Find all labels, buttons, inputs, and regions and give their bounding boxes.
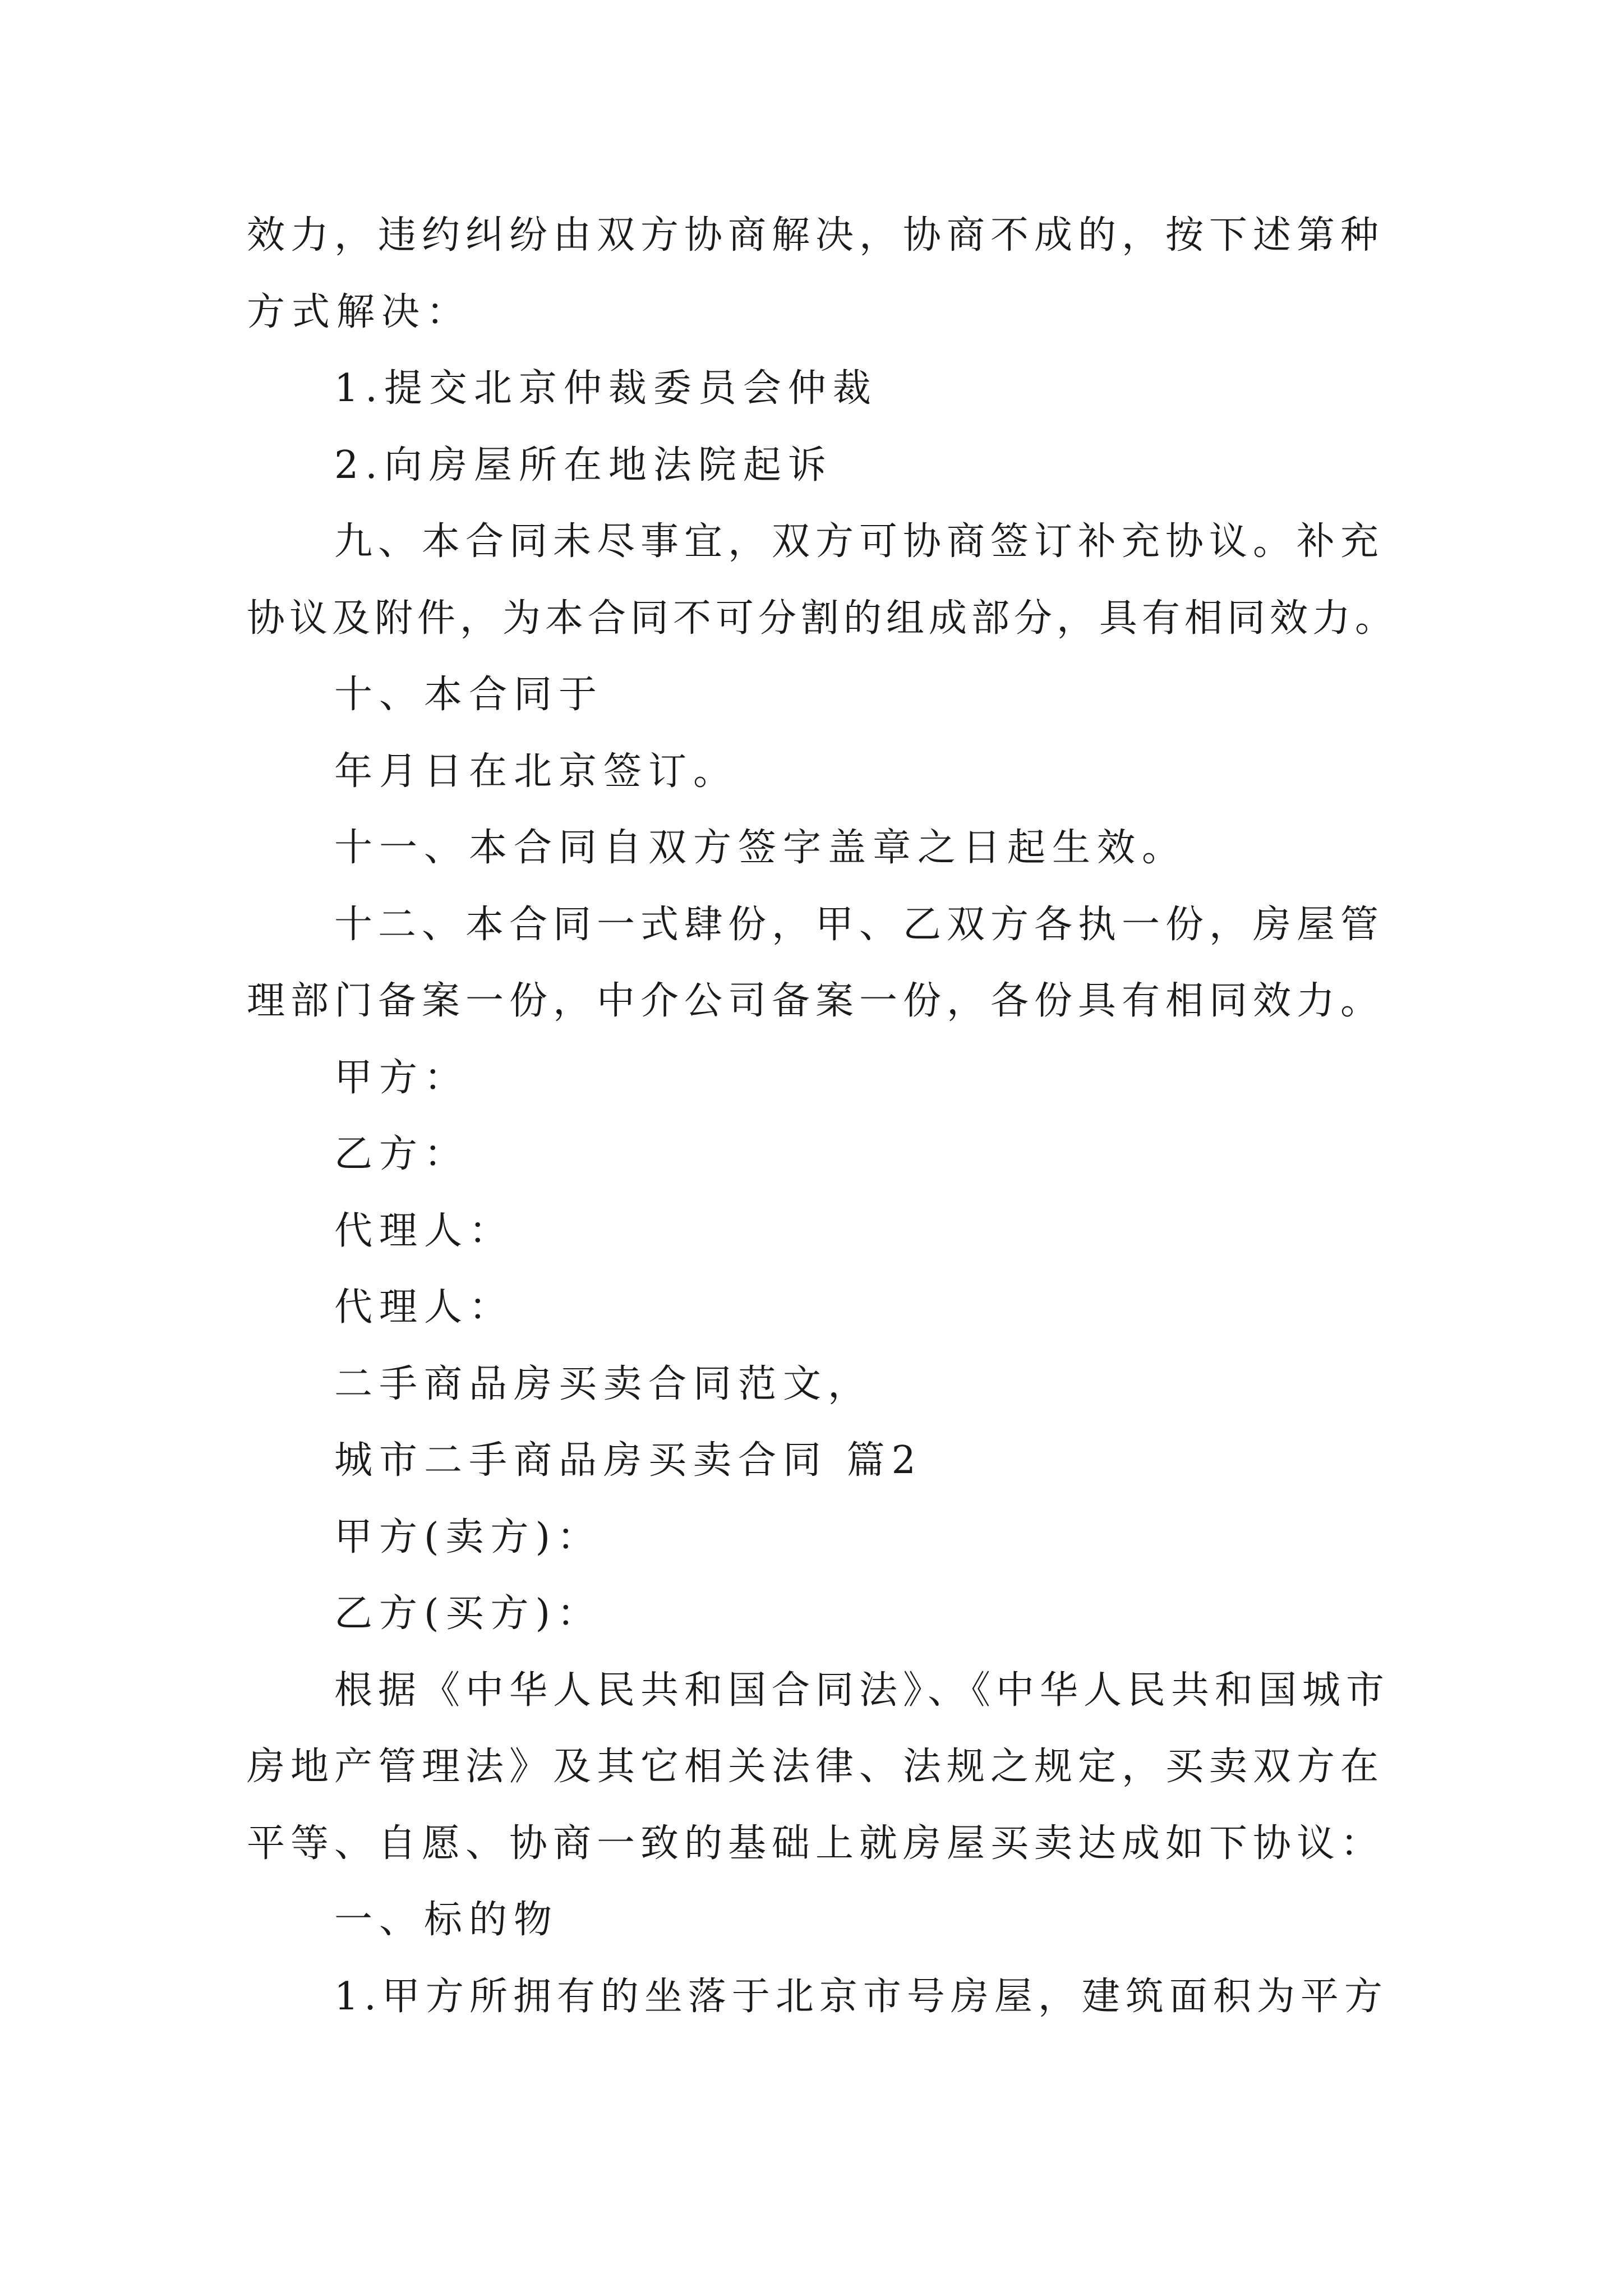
text-line: 乙方(买方)： [334,1591,602,1636]
text-line: 十一、本合同自双方签字盖章之日起生效。 [334,826,1187,870]
text-line: 1.提交北京仲裁委员会仲裁 [334,366,878,411]
text-line: 房地产管理法》及其它相关法律、法规之规定，买卖双方在 [247,1745,1385,1789]
text-line: 协议及附件，为本合同不可分割的组成部分，具有相同效力。 [247,596,1398,641]
text-line: 代理人： [334,1209,514,1253]
text-line: 二手商品房买卖合同范文， [334,1362,873,1406]
text-line: 根据《中华人民共和国合同法》、《中华人民共和国城市 [334,1668,1390,1713]
text-line: 乙方： [334,1132,469,1176]
text-line: 方式解决： [247,290,472,334]
text-line: 平等、自愿、协商一致的基础上就房屋买卖达成如下协议： [247,1821,1385,1866]
text-line: 甲方： [334,1056,469,1100]
text-line: 理部门备案一份，中介公司备案一份，各份具有相同效力。 [247,979,1385,1023]
text-line: 甲方(卖方)： [334,1515,602,1559]
text-line: 十、本合同于 [334,673,604,717]
text-line: 2.向房屋所在地法院起诉 [334,443,833,487]
text-line: 效力，违约纠纷由双方协商解决，协商不成的，按下述第种 [247,213,1385,257]
text-line: 十二、本合同一式肆份，甲、乙双方各执一份，房屋管 [334,903,1385,947]
text-line: 年月日在北京签订。 [334,749,739,794]
text-line: 九、本合同未尽事宜，双方可协商签订补充协议。补充 [334,519,1385,564]
text-line: 1.甲方所拥有的坐落于北京市号房屋，建筑面积为平方 [334,1975,1388,2019]
text-line: 代理人： [334,1285,514,1329]
text-line: 一、标的物 [334,1898,559,1942]
text-line: 城市二手商品房买卖合同 篇2 [334,1438,923,1483]
